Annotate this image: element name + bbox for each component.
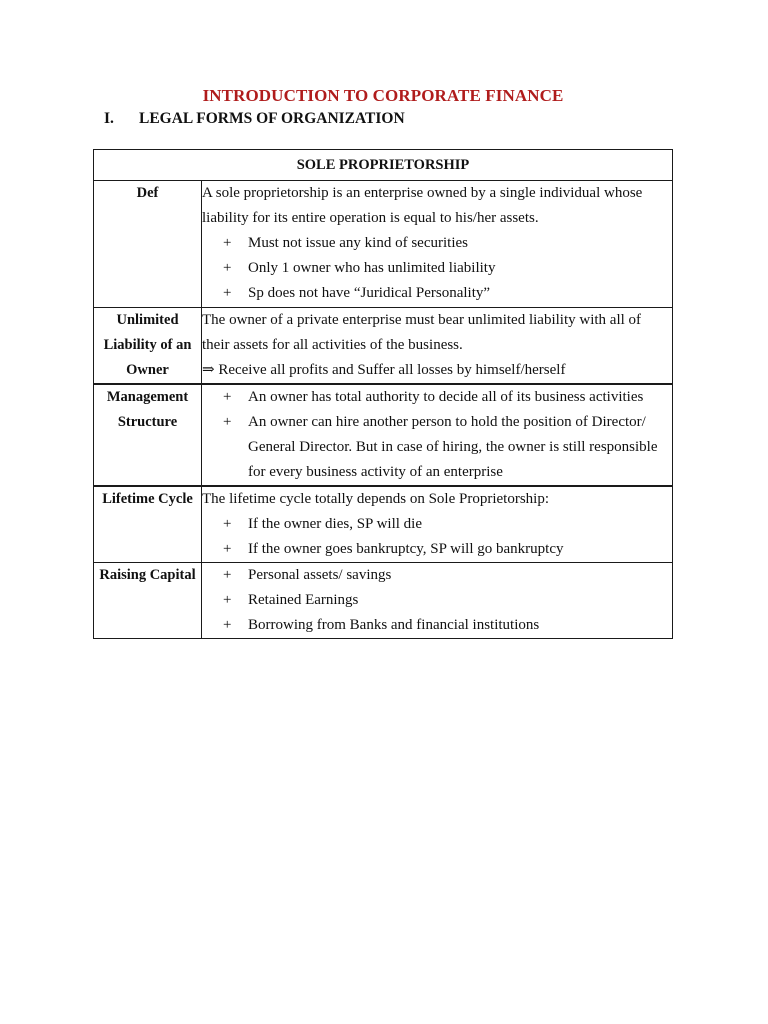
bullet-item: + Personal assets/ savings: [202, 563, 672, 588]
bullet-item: + Sp does not have “Juridical Personality”: [202, 281, 672, 306]
plus-icon: +: [223, 567, 232, 583]
liability-text: The owner of a private enterprise must bear unlimited liability with all of their assets for all activities of the business.: [202, 312, 642, 353]
section-heading: [104, 110, 405, 128]
plus-icon: +: [223, 235, 232, 251]
table-row-lifetime-cycle: [94, 486, 673, 563]
bullet-item: + If the owner dies, SP will die: [202, 512, 672, 537]
bullet-item: + If the owner goes bankruptcy, SP will go bankruptcy: [202, 537, 672, 562]
row-label: Unlimited Liability of an Owner: [94, 308, 202, 385]
table-header: SOLE PROPRIETORSHIP: [94, 150, 673, 181]
section-number: I.: [104, 110, 114, 127]
def-text: A sole proprietorship is an enterprise owned by a single individual whose liability for its entire operation is equal to his/her assets.: [202, 185, 643, 226]
sole-proprietorship-table: [93, 149, 673, 639]
plus-icon: +: [223, 541, 232, 557]
bullet-item: + An owner has total authority to decide all of its business activities: [202, 385, 672, 410]
table-row-raising-capital: [94, 563, 673, 639]
row-content: [202, 384, 673, 486]
plus-icon: +: [223, 592, 232, 608]
section-title: LEGAL FORMS OF ORGANIZATION: [139, 110, 405, 127]
table-row-unlimited-liability: [94, 308, 673, 385]
row-content: [202, 181, 673, 308]
bullet-item: + Borrowing from Banks and financial institutions: [202, 613, 672, 638]
row-content: [202, 563, 673, 639]
row-label: Def: [94, 181, 202, 308]
row-label: Lifetime Cycle: [94, 486, 202, 563]
row-label: Raising Capital: [94, 563, 202, 639]
document-title: INTRODUCTION TO CORPORATE FINANCE: [202, 86, 564, 105]
plus-icon: +: [223, 389, 232, 405]
plus-icon: +: [223, 617, 232, 633]
lifetime-text: The lifetime cycle totally depends on Sole Proprietorship:: [202, 491, 549, 507]
plus-icon: +: [223, 414, 232, 430]
liability-conclusion: ⇒ Receive all profits and Suffer all losses by himself/herself: [202, 362, 566, 378]
bullet-item: + Only 1 owner who has unlimited liability: [202, 256, 672, 281]
plus-icon: +: [223, 516, 232, 532]
plus-icon: +: [223, 260, 232, 276]
table-row-def: [94, 181, 673, 308]
bullet-item: + Retained Earnings: [202, 588, 672, 613]
bullet-item: + An owner can hire another person to hold the position of Director/ General Director. But in case of hiring, the owner is still responsible for every business activity of an enterprise: [202, 410, 672, 485]
plus-icon: +: [223, 285, 232, 301]
row-content: [202, 308, 673, 385]
bullet-item: + Must not issue any kind of securities: [202, 231, 672, 256]
row-label: Management Structure: [94, 384, 202, 486]
table-row-management-structure: [94, 384, 673, 486]
row-content: [202, 486, 673, 563]
